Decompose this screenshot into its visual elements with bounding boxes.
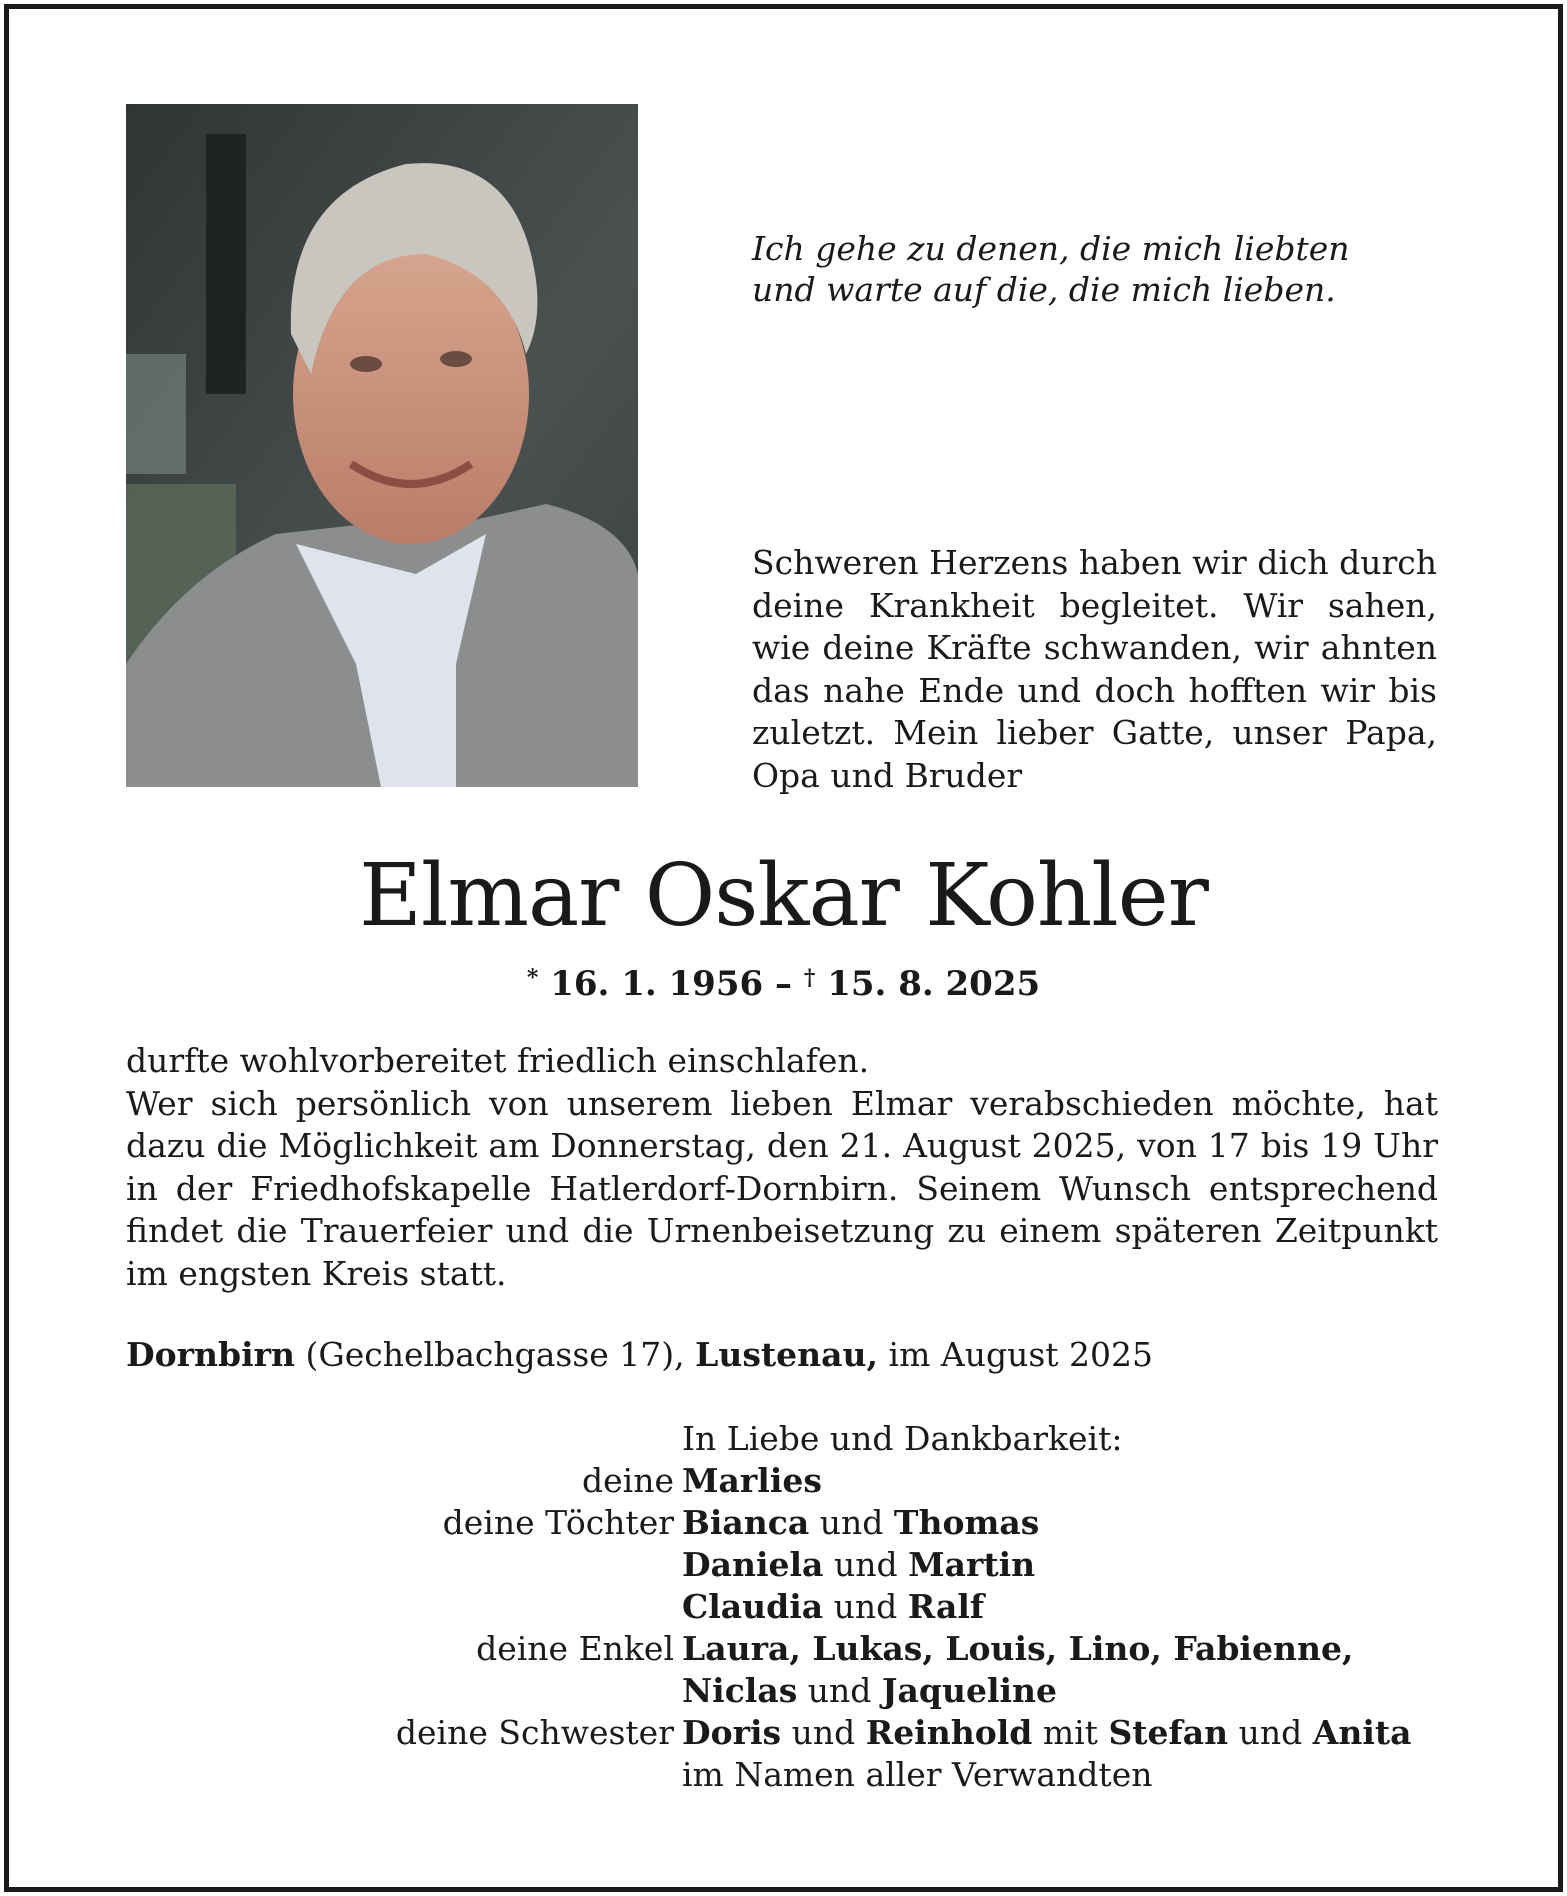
signer-name: Ralf (907, 1587, 985, 1626)
life-dates (0, 958, 1567, 1004)
signers-list (0, 1460, 1567, 1796)
signer-connector: und (823, 1545, 909, 1584)
signer-name: Doris (682, 1713, 782, 1752)
place-date: im August 2025 (878, 1335, 1153, 1374)
quote-line: und warte auf die, die mich lieben. (752, 270, 1336, 309)
signer-connector: und (809, 1503, 894, 1542)
signer-name: Marlies (682, 1461, 822, 1500)
signer-name: Anita (1312, 1713, 1412, 1752)
place-address: (Gechelbachgasse 17), (295, 1335, 696, 1374)
signer-row (0, 1670, 1567, 1712)
signer-relation: deine Enkel (476, 1629, 674, 1668)
signer-name: Thomas (893, 1503, 1040, 1542)
signer-connector: und (797, 1671, 882, 1710)
signer-connector: und (1228, 1713, 1313, 1752)
signer-name: Bianca (682, 1503, 810, 1542)
signer-note: im Namen aller Verwandten (682, 1755, 1153, 1794)
signer-connector: und (781, 1713, 866, 1752)
body-line: im engsten Kreis statt. (126, 1253, 507, 1293)
body-line: dazu die Möglichkeit am Donnerstag, den 21. August 2025, von 17 bis 19 Uhr (126, 1126, 1438, 1165)
body-line: durfte wohlvorbereitet friedlich einschlafen. (126, 1041, 870, 1080)
signer-name: Reinhold (865, 1713, 1033, 1752)
signer-names (682, 1460, 822, 1502)
intro-paragraph (752, 542, 1437, 797)
memorial-quote (752, 228, 1472, 310)
signer-name: Niclas (682, 1671, 798, 1710)
signer-name: Jaqueline (881, 1671, 1058, 1710)
death-symbol: † (803, 965, 816, 991)
signature-heading: In Liebe und Dankbarkeit: (682, 1419, 1123, 1458)
signer-relation: deine Töchter (442, 1503, 674, 1542)
body-line: findet die Trauerfeier und die Urnenbeisetzung zu einem späteren Zeitpunkt (126, 1211, 1438, 1250)
intro-line: das nahe Ende und doch hofften wir bis (752, 670, 1437, 710)
birth-symbol: * (526, 965, 539, 991)
intro-line: Schweren Herzens haben wir dich durch (752, 543, 1438, 582)
signer-name: Claudia (682, 1587, 824, 1626)
intro-line: wie deine Kräfte schwanden, wir ahnten (752, 628, 1437, 667)
signer-row (0, 1460, 1567, 1502)
signer-names (682, 1502, 1039, 1544)
signer-row (0, 1628, 1567, 1670)
signer-name: Martin (908, 1545, 1036, 1584)
signer-name: Daniela (682, 1545, 824, 1584)
intro-line: Opa und Bruder (752, 755, 1023, 795)
intro-line: zuletzt. Mein lieber Gatte, unser Papa, (752, 713, 1437, 752)
birth-date: 16. 1. 1956 (550, 964, 764, 1004)
death-date: 15. 8. 2025 (827, 964, 1041, 1004)
date-separator: – (763, 964, 804, 1004)
quote-line: Ich gehe zu denen, die mich liebten (752, 229, 1350, 268)
portrait-photo (126, 104, 638, 787)
signer-connector: mit (1032, 1713, 1109, 1752)
signer-names (682, 1712, 1411, 1754)
signer-connector: und (823, 1587, 908, 1626)
signer-name: Stefan (1108, 1713, 1229, 1752)
place-city: Lustenau, (695, 1335, 879, 1374)
signer-row (0, 1712, 1567, 1754)
intro-line: deine Krankheit begleitet. Wir sahen, (752, 585, 1437, 625)
signer-row (0, 1754, 1567, 1796)
signer-relation: deine (582, 1461, 674, 1500)
signer-names (682, 1754, 1152, 1796)
place-city: Dornbirn (126, 1335, 295, 1374)
signer-row (0, 1502, 1567, 1544)
signer-names (682, 1586, 984, 1628)
deceased-name: Elmar Oskar Kohler (359, 846, 1208, 946)
signer-names (682, 1544, 1035, 1586)
portrait-photo-icon (126, 104, 638, 787)
signer-row (0, 1586, 1567, 1628)
place-date-line (126, 1334, 1153, 1376)
announcement-text (126, 1040, 1438, 1295)
signer-row (0, 1544, 1567, 1586)
signer-name: Laura, Lukas, Louis, Lino, Fabienne, (682, 1629, 1354, 1668)
body-line: Wer sich persönlich von unserem lieben Elmar verabschieden möchte, hat (126, 1083, 1438, 1123)
signer-names (682, 1670, 1057, 1712)
body-line: in der Friedhofskapelle Hatlerdorf-Dornbirn. Seinem Wunsch entsprechend (126, 1168, 1438, 1208)
signer-relation: deine Schwester (395, 1713, 674, 1752)
signer-names (682, 1628, 1353, 1670)
